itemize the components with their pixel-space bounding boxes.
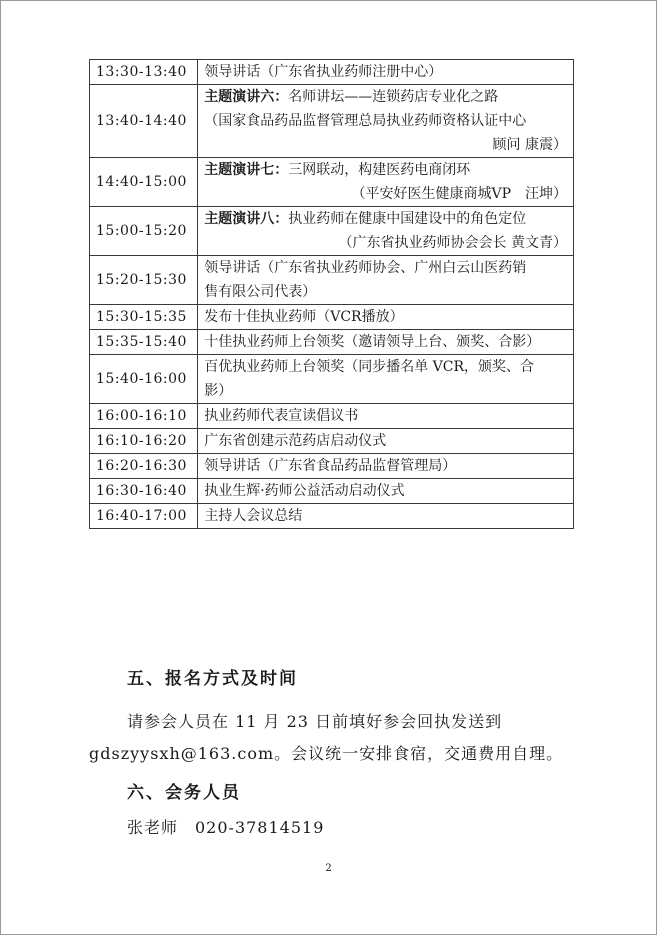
agenda-text: 领导讲话（广东省执业药师注册中心） [204,64,443,80]
table-row [90,504,574,529]
table-row [90,158,574,207]
agenda-text: （广东省执业药师协会会长 黄文青） [338,235,567,251]
time-cell: 16:40-17:00 [90,504,198,529]
keynote-label: 主题演讲七： [204,162,289,178]
section-title-staff: 六、会务人员 [127,783,241,803]
table-row [90,479,574,504]
table-row [90,355,574,404]
agenda-cell [198,60,574,85]
time-cell: 15:40-16:00 [90,355,198,404]
agenda-line [204,182,567,206]
agenda-line [204,85,567,109]
agenda-cell [198,479,574,504]
agenda-text: 执业药师在健康中国建设中的角色定位 [288,211,527,227]
agenda-line [204,256,567,280]
keynote-label: 主题演讲六： [204,89,289,105]
agenda-text: 影） [204,383,233,399]
agenda-text: 百优执业药师上台领奖（同步播名单 VCR，颁奖、合 [204,359,535,375]
agenda-line [204,158,567,182]
page-number: 2 [325,863,332,874]
time-cell: 15:35-15:40 [90,330,198,355]
table-row [90,207,574,256]
agenda-text: 发布十佳执业药师（VCR播放） [204,309,404,325]
registration-text-line2: gdszyysxh@163.com。会议统一安排食宿，交通费用自理。 [89,744,564,763]
agenda-line [204,231,567,255]
agenda-text: 执业生辉·药师公益活动启动仪式 [204,483,405,499]
time-cell: 15:20-15:30 [90,256,198,305]
agenda-cell [198,85,574,158]
table-row [90,256,574,305]
agenda-cell [198,429,574,454]
table-row [90,454,574,479]
agenda-cell [198,404,574,429]
agenda-cell [198,504,574,529]
agenda-line [204,404,567,428]
agenda-text: 售有限公司代表） [204,284,317,300]
table-row [90,305,574,330]
agenda-line [204,280,567,304]
table-row [90,429,574,454]
agenda-line [204,355,567,379]
agenda-text: 三网联动，构建医药电商闭环 [288,162,471,178]
time-cell: 16:30-16:40 [90,479,198,504]
agenda-line [204,479,567,503]
agenda-line [204,305,567,329]
agenda-text: 名师讲坛——连锁药店专业化之路 [288,89,499,105]
agenda-cell [198,305,574,330]
agenda-text: 主持人会议总结 [204,508,303,524]
agenda-text: （国家食品药品监督管理总局执业药师资格认证中心 [204,113,527,129]
agenda-text: 领导讲话（广东省执业药师协会、广州白云山医药销 [204,260,527,276]
agenda-line [204,207,567,231]
agenda-line [204,454,567,478]
time-cell: 16:10-16:20 [90,429,198,454]
time-cell: 13:40-14:40 [90,85,198,158]
staff-contact: 张老师 020-37814519 [127,818,325,837]
section-title-registration: 五、报名方式及时间 [127,669,298,689]
keynote-label: 主题演讲八： [204,211,289,227]
time-cell: 16:20-16:30 [90,454,198,479]
table-row [90,404,574,429]
agenda-line [204,60,567,84]
time-cell: 15:00-15:20 [90,207,198,256]
time-cell: 13:30-13:40 [90,60,198,85]
agenda-line [204,504,567,528]
agenda-text: 执业药师代表宣读倡议书 [204,408,359,424]
time-cell: 15:30-15:35 [90,305,198,330]
agenda-cell [198,207,574,256]
schedule-table [89,59,574,529]
agenda-cell [198,256,574,305]
table-row [90,60,574,85]
agenda-line [204,330,567,354]
agenda-text: 领导讲话（广东省食品药品监督管理局） [204,458,457,474]
agenda-line [204,429,567,453]
agenda-cell [198,454,574,479]
agenda-cell [198,355,574,404]
table-row [90,330,574,355]
agenda-text: 十佳执业药师上台领奖（邀请领导上台、颁奖、合影） [204,334,541,350]
agenda-text: 广东省创建示范药店启动仪式 [204,433,387,449]
table-row [90,85,574,158]
agenda-line [204,109,567,133]
agenda-line [204,379,567,403]
registration-text-line1: 请参会人员在 11 月 23 日前填好参会回执发送到 [127,712,503,731]
agenda-text: 顾问 康震） [492,137,567,153]
agenda-cell [198,330,574,355]
agenda-text: （平安好医生健康商城VP 汪坤） [351,186,567,202]
agenda-line [204,133,567,157]
time-cell: 16:00-16:10 [90,404,198,429]
time-cell: 14:40-15:00 [90,158,198,207]
agenda-cell [198,158,574,207]
